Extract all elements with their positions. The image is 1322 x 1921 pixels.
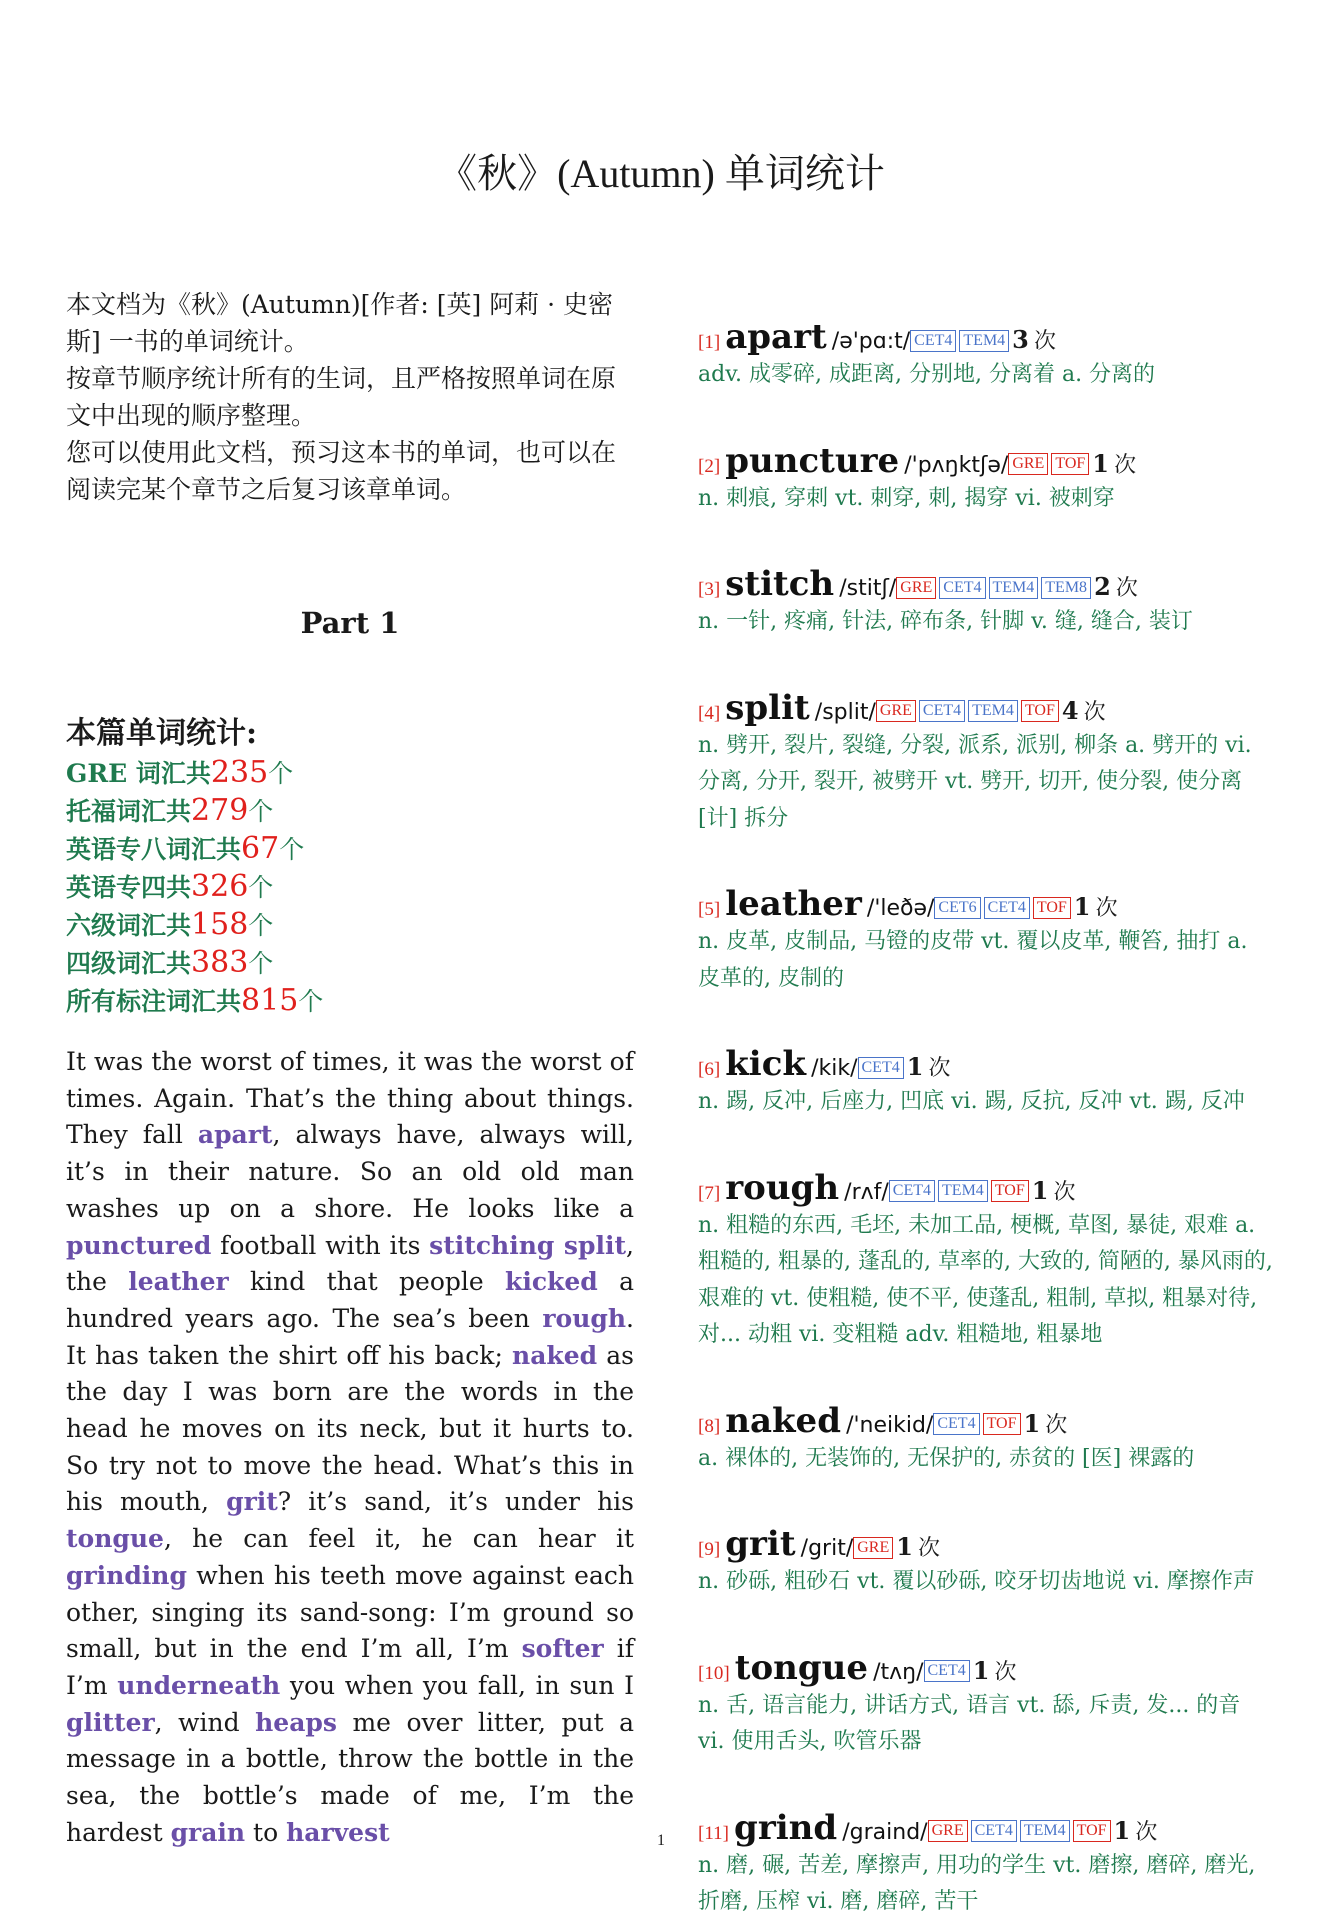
highlighted-word: leather [128,1267,229,1297]
vocab-entry [698,317,1273,394]
highlighted-word: grinding [66,1560,187,1590]
entry-definition: n. 刺痕, 穿刺 vt. 刺穿, 刺, 揭穿 vi. 被刺穿 [698,485,1115,511]
stat-count: 235 [210,755,269,790]
level-tag: TEM4 [1020,1820,1070,1842]
stat-count: 158 [191,907,249,942]
passage-segment: when his teeth move against each other, singing its sand-song: I’m ground so small, but in the end I’m all, I’m [66,1560,634,1664]
level-tag: CET4 [919,700,965,722]
stat-row [66,754,634,792]
highlighted-word: softer [521,1634,604,1664]
passage-segment: , he can feel it, he can hear it [163,1524,634,1554]
entry-times-label: 次 [928,1056,951,1081]
highlighted-word: grit [226,1487,278,1517]
level-tag: CET4 [924,1660,970,1682]
highlighted-word: kicked [505,1267,598,1297]
stat-unit: 个 [248,873,274,902]
stat-unit: 个 [248,911,274,940]
stat-row [66,868,634,906]
highlighted-word: stitching split [429,1230,627,1260]
entry-definition: n. 粗糙的东西, 毛坯, 未加工品, 梗概, 草图, 暴徒, 艰难 a. 粗糙的, 粗暴的, 蓬乱的, 草率的, 大致的, 简陋的, 暴风雨的, 艰难的 vt. 使粗糙, 使不平, 使蓬乱, 粗制, 草拟, 粗暴对待, 对... 动粗 vi. 变粗糙 adv. 粗糙地, 粗暴地 [698,1212,1273,1347]
highlighted-word: rough [542,1303,627,1333]
stat-row [66,906,634,944]
entry-phonetic: /split/ [814,699,876,725]
entry-count: 1 [1023,1408,1041,1438]
entry-definition: a. 裸体的, 无装饰的, 无保护的, 赤贫的 [医] 裸露的 [698,1445,1195,1471]
entry-definition: n. 皮革, 皮制品, 马镫的皮带 vt. 覆以皮革, 鞭笞, 抽打 a. 皮革的, 皮制的 [698,929,1248,991]
highlighted-word: harvest [286,1817,390,1847]
highlighted-word: naked [512,1340,598,1370]
entry-header [698,1401,1273,1441]
entry-times-label: 次 [1115,576,1138,601]
entry-header [698,441,1273,481]
stat-unit: 个 [248,949,274,978]
entry-index: [3] [698,579,721,600]
level-tag: TEM4 [938,1180,988,1202]
passage-segment: ? it’s sand, it’s under his [277,1487,635,1517]
entry-phonetic: /stitʃ/ [839,576,897,601]
passage-segment: a hundred years ago. The sea’s been [66,1267,635,1333]
level-tag: TOF [991,1180,1029,1202]
highlighted-word: apart [197,1120,273,1150]
level-tag: GRE [853,1537,893,1559]
level-tag: CET6 [934,897,980,919]
stat-unit: 个 [248,797,274,826]
entry-phonetic: /graind/ [842,1819,928,1845]
level-tag: CET4 [984,897,1030,919]
entry-times-label: 次 [1095,896,1118,921]
stat-label: 所有标注词汇共 [66,987,242,1016]
passage-segment: It was the worst of times, it was the worst of times. Again. That’s the thing about things. They fall [66,1047,634,1150]
vocab-entry [698,441,1273,518]
stat-label: GRE 词汇共 [66,759,211,788]
stat-count: 326 [191,869,249,904]
level-tag: CET4 [939,577,985,599]
level-tag: TEM4 [989,577,1039,599]
level-tag: CET4 [858,1057,904,1079]
level-tag: GRE [876,700,916,722]
stat-label: 托福词汇共 [66,797,192,826]
vocab-entry [698,688,1273,838]
entry-word: puncture [725,440,900,481]
level-tag: CET4 [910,330,956,352]
level-tag: GRE [1008,453,1048,475]
entry-count: 1 [906,1052,924,1081]
vocab-entry [698,1808,1273,1921]
vocab-entry [698,1648,1273,1761]
level-tag: CET4 [933,1413,979,1435]
entry-word: kick [725,1044,806,1084]
document-title: 《秋》(Autumn) 单词统计 [437,151,885,196]
entry-definition: n. 踢, 反冲, 后座力, 凹底 vi. 踢, 反抗, 反冲 vt. 踢, 反冲 [698,1089,1245,1114]
passage-segment: you when you fall, in sun I [280,1670,634,1700]
entry-count: 4 [1061,695,1079,725]
entry-phonetic: /rʌf/ [844,1179,889,1205]
entry-word: tongue [734,1647,868,1688]
entry-index: [11] [698,1822,729,1844]
entry-index: [7] [698,1182,721,1204]
vocabulary-list [698,317,1273,1921]
intro-line: 本文档为《秋》(Autumn)[作者: [英] 阿莉 · 史密斯] 一书的单词统计。 [66,290,614,356]
entry-count: 1 [1113,1815,1131,1845]
passage-segment: to [245,1817,287,1847]
passage-segment: , the [66,1230,634,1297]
entry-count: 1 [1031,1175,1049,1205]
vocab-entry [698,1524,1273,1601]
intro-line: 您可以使用此文档，预习这本书的单词，也可以在阅读完某个章节之后复习该章单词。 [66,438,617,504]
vocab-entry [698,1168,1273,1354]
highlighted-word: punctured [66,1230,212,1260]
entry-times-label: 次 [1053,1179,1076,1205]
level-tag: TEM8 [1041,577,1091,599]
entry-word: grind [734,1807,838,1848]
entry-definition: n. 劈开, 裂片, 裂缝, 分裂, 派系, 派别, 柳条 a. 劈开的 vi. 分离, 分开, 裂开, 被劈开 vt. 劈开, 切开, 使分裂, 使分离 [计] 拆分 [698,732,1252,831]
entry-definition: n. 砂砾, 粗砂石 vt. 覆以砂砾, 咬牙切齿地说 vi. 摩擦作声 [698,1569,1255,1594]
entry-word: apart [725,317,827,357]
entry-times-label: 次 [1033,329,1056,354]
entry-definition: n. 舌, 语言能力, 讲话方式, 语言 vt. 舔, 斥责, 发... 的音 vi. 使用舌头, 吹管乐器 [698,1692,1241,1754]
stat-label: 四级词汇共 [66,949,192,978]
passage-segment: , wind [154,1707,256,1737]
entry-count: 1 [1073,892,1091,921]
vocab-entry [698,884,1273,997]
entry-times-label: 次 [1135,1819,1158,1845]
stat-row [66,944,634,982]
stat-row [66,982,634,1020]
vocab-entry [698,564,1273,641]
passage-segment: . It has taken the shirt off his back; [66,1303,634,1370]
entry-word: leather [725,884,862,924]
entry-definition: adv. 成零碎, 成距离, 分别地, 分离着 a. 分离的 [698,362,1156,387]
entry-header [698,317,1273,357]
vocab-entry [698,1401,1273,1478]
stat-count: 383 [191,945,249,980]
entry-phonetic: /'pʌŋktʃə/ [904,452,1009,478]
entry-index: [5] [698,899,721,920]
stat-count: 67 [241,831,280,866]
intro-line: 按章节顺序统计所有的生词，且严格按照单词在原文中出现的顺序整理。 [66,364,617,430]
entry-phonetic: /tʌŋ/ [873,1659,924,1685]
stat-row [66,830,634,868]
level-tag: TOF [1033,897,1071,919]
part-title: Part 1 [300,606,400,640]
entry-word: rough [725,1167,840,1208]
entry-times-label: 次 [1045,1412,1068,1438]
passage-segment: football with its [211,1230,430,1260]
word-stats [66,714,634,1020]
stats-title: 本篇单词统计: [66,716,258,751]
stat-label: 六级词汇共 [66,911,192,940]
entry-word: grit [725,1524,796,1564]
intro [66,286,634,508]
level-tag: TEM4 [959,330,1009,352]
highlighted-word: underneath [117,1670,281,1700]
entry-index: [9] [698,1539,721,1560]
stat-count: 279 [191,793,249,828]
entry-times-label: 次 [994,1659,1017,1685]
entry-definition: n. 磨, 碾, 苦差, 摩擦声, 用功的学生 vt. 磨擦, 磨碎, 磨光, 折磨, 压榨 vi. 磨, 磨碎, 苦干 [698,1852,1256,1914]
passage-text [66,1044,634,1851]
level-tag: CET4 [889,1180,935,1202]
highlighted-word: grain [170,1817,246,1847]
entry-header [698,688,1273,728]
highlighted-word: glitter [66,1707,155,1737]
entry-times-label: 次 [1083,699,1106,725]
stat-unit: 个 [279,835,305,864]
passage-segment: as the day I was born are the words in the head he moves on its neck, but it hurts to. So try not to move the head. What’s this in his mouth, [66,1340,634,1517]
entry-header [698,1648,1273,1688]
vocab-entry [698,1044,1273,1121]
entry-index: [10] [698,1662,730,1684]
entry-phonetic: /grit/ [800,1536,854,1561]
highlighted-word: tongue [66,1524,164,1554]
level-tag: TOF [1021,700,1059,722]
level-tag: CET4 [971,1820,1017,1842]
entry-phonetic: /ə'pɑ:t/ [831,329,911,354]
stat-label: 英语专四共 [66,873,192,902]
page-number: 1 [657,1832,665,1849]
entry-header [698,884,1273,924]
level-tag: TOF [1051,453,1089,475]
entry-count: 1 [972,1655,990,1685]
level-tag: TEM4 [968,700,1018,722]
entry-word: stitch [725,564,835,604]
entry-definition: n. 一针, 疼痛, 针法, 碎布条, 针脚 v. 缝, 缝合, 装订 [698,609,1193,634]
passage-segment: me over litter, put a message in a bottle, throw the bottle in the sea, the bottle’s made of me, I’m the hardest [66,1707,634,1847]
level-tag: GRE [896,577,936,599]
entry-count: 1 [1092,448,1109,478]
passage-segment: kind that people [228,1267,506,1297]
entry-index: [1] [698,332,721,353]
level-tag: GRE [928,1820,968,1842]
stat-row [66,792,634,830]
entry-phonetic: /'leðə/ [866,896,935,921]
entry-word: naked [725,1400,841,1441]
level-tag: TOF [1073,1820,1111,1842]
entry-index: [6] [698,1059,721,1080]
level-tag: TOF [983,1413,1021,1435]
entry-count: 3 [1012,325,1029,354]
highlighted-word: heaps [255,1707,337,1737]
stat-count: 815 [241,983,299,1018]
entry-index: [8] [698,1415,721,1437]
entry-index: [2] [698,455,721,477]
entry-count: 2 [1094,572,1111,601]
entry-header [698,1524,1273,1564]
entry-times-label: 次 [918,1536,941,1561]
entry-phonetic: /kik/ [811,1056,858,1081]
entry-header [698,1168,1273,1208]
stat-unit: 个 [298,987,324,1016]
entry-header [698,564,1273,604]
stat-unit: 个 [268,759,294,788]
passage-segment: , always have, always will, it’s in their nature. So an old old man washes up on a shore. He looks like a [66,1120,634,1223]
entry-times-label: 次 [1114,452,1137,478]
passage-segment: if I’m [66,1634,634,1700]
entry-index: [4] [698,702,721,724]
entry-phonetic: /'neikid/ [846,1412,934,1438]
entry-count: 1 [896,1532,913,1561]
entry-word: split [725,687,810,728]
entry-header [698,1044,1273,1084]
stat-label: 英语专八词汇共 [66,835,242,864]
